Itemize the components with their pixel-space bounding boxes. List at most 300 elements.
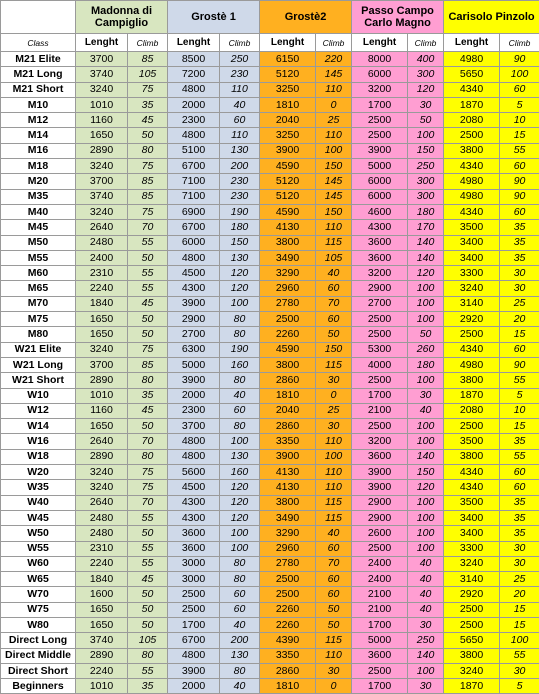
groste2-climb-cell: 150	[316, 159, 352, 174]
passo-length-cell: 1700	[352, 97, 408, 112]
groste2-length-cell: 2780	[260, 296, 316, 311]
table-row	[1, 312, 539, 327]
madonna-length-cell: 3240	[76, 82, 128, 97]
carisolo-climb-cell: 25	[500, 572, 539, 587]
groste2-length-cell: 4390	[260, 633, 316, 648]
groste1-length-cell: 4800	[168, 449, 220, 464]
passo-climb-cell: 140	[408, 648, 444, 663]
carisolo-length-cell: 3500	[444, 434, 500, 449]
madonna-climb-cell: 35	[128, 97, 168, 112]
groste1-length-cell: 4500	[168, 480, 220, 495]
class-name-cell: M45	[1, 220, 76, 235]
madonna-climb-cell: 50	[128, 419, 168, 434]
madonna-length-cell: 3700	[76, 174, 128, 189]
groste2-climb-cell: 60	[316, 541, 352, 556]
groste2-length-cell: 4590	[260, 204, 316, 219]
passo-climb-cell: 100	[408, 312, 444, 327]
groste2-length-cell: 5120	[260, 67, 316, 82]
passo-length-cell: 5300	[352, 342, 408, 357]
groste2-climb-cell: 110	[316, 220, 352, 235]
climb-header: Climb	[316, 34, 352, 52]
groste2-climb-cell: 30	[316, 663, 352, 678]
groste2-climb-cell: 150	[316, 342, 352, 357]
groste1-climb-cell: 160	[220, 357, 260, 372]
groste2-climb-cell: 110	[316, 434, 352, 449]
class-name-cell: Beginners	[1, 679, 76, 694]
table-row	[1, 159, 539, 174]
madonna-climb-cell: 45	[128, 296, 168, 311]
carisolo-length-cell: 5650	[444, 67, 500, 82]
madonna-length-cell: 2480	[76, 510, 128, 525]
carisolo-climb-cell: 100	[500, 67, 539, 82]
groste2-length-cell: 4590	[260, 159, 316, 174]
corner-cell	[1, 1, 76, 34]
groste1-climb-cell: 230	[220, 174, 260, 189]
class-name-cell: Direct Middle	[1, 648, 76, 663]
groste1-length-cell: 4300	[168, 510, 220, 525]
carisolo-climb-cell: 10	[500, 113, 539, 128]
groste1-climb-cell: 60	[220, 602, 260, 617]
groste1-length-cell: 3900	[168, 373, 220, 388]
carisolo-length-cell: 2080	[444, 113, 500, 128]
madonna-climb-cell: 45	[128, 403, 168, 418]
carisolo-length-cell: 1870	[444, 679, 500, 694]
madonna-length-cell: 2310	[76, 266, 128, 281]
venue-header-passo: Passo Campo Carlo Magno	[352, 1, 444, 34]
carisolo-climb-cell: 5	[500, 97, 539, 112]
madonna-length-cell: 2890	[76, 373, 128, 388]
table-row	[1, 204, 539, 219]
passo-length-cell: 4600	[352, 204, 408, 219]
carisolo-length-cell: 4340	[444, 159, 500, 174]
groste2-length-cell: 2500	[260, 587, 316, 602]
groste1-climb-cell: 80	[220, 419, 260, 434]
table-row	[1, 510, 539, 525]
madonna-climb-cell: 105	[128, 633, 168, 648]
class-name-cell: M20	[1, 174, 76, 189]
groste1-length-cell: 2000	[168, 97, 220, 112]
groste2-length-cell: 4130	[260, 220, 316, 235]
table-row	[1, 419, 539, 434]
passo-length-cell: 2500	[352, 128, 408, 143]
carisolo-climb-cell: 90	[500, 174, 539, 189]
groste2-length-cell: 3490	[260, 250, 316, 265]
madonna-climb-cell: 85	[128, 174, 168, 189]
passo-length-cell: 2900	[352, 281, 408, 296]
passo-climb-cell: 260	[408, 342, 444, 357]
carisolo-climb-cell: 60	[500, 465, 539, 480]
passo-length-cell: 2100	[352, 602, 408, 617]
table-row	[1, 220, 539, 235]
table-row	[1, 327, 539, 342]
table-row	[1, 541, 539, 556]
class-name-cell: W21 Elite	[1, 342, 76, 357]
table-row	[1, 633, 539, 648]
class-name-cell: W12	[1, 403, 76, 418]
groste1-climb-cell: 120	[220, 510, 260, 525]
passo-climb-cell: 150	[408, 143, 444, 158]
groste2-climb-cell: 110	[316, 128, 352, 143]
table-row	[1, 357, 539, 372]
groste1-length-cell: 6900	[168, 204, 220, 219]
carisolo-climb-cell: 60	[500, 204, 539, 219]
class-name-cell: M35	[1, 189, 76, 204]
carisolo-length-cell: 3800	[444, 449, 500, 464]
madonna-climb-cell: 35	[128, 679, 168, 694]
groste1-length-cell: 6300	[168, 342, 220, 357]
groste1-length-cell: 5600	[168, 465, 220, 480]
carisolo-climb-cell: 35	[500, 510, 539, 525]
madonna-length-cell: 2640	[76, 495, 128, 510]
passo-climb-cell: 250	[408, 633, 444, 648]
passo-climb-cell: 180	[408, 204, 444, 219]
groste2-climb-cell: 30	[316, 373, 352, 388]
passo-length-cell: 3600	[352, 250, 408, 265]
groste2-length-cell: 2780	[260, 556, 316, 571]
groste2-length-cell: 3800	[260, 357, 316, 372]
passo-length-cell: 2600	[352, 526, 408, 541]
madonna-climb-cell: 50	[128, 602, 168, 617]
carisolo-length-cell: 3300	[444, 541, 500, 556]
groste2-climb-cell: 50	[316, 617, 352, 632]
carisolo-length-cell: 3800	[444, 648, 500, 663]
carisolo-climb-cell: 15	[500, 327, 539, 342]
madonna-climb-cell: 75	[128, 82, 168, 97]
carisolo-length-cell: 3500	[444, 495, 500, 510]
table-row	[1, 250, 539, 265]
groste1-length-cell: 7200	[168, 67, 220, 82]
groste2-length-cell: 2040	[260, 403, 316, 418]
groste2-length-cell: 5120	[260, 174, 316, 189]
passo-climb-cell: 100	[408, 663, 444, 678]
groste1-climb-cell: 120	[220, 281, 260, 296]
table-row	[1, 373, 539, 388]
table-row	[1, 572, 539, 587]
groste2-climb-cell: 110	[316, 648, 352, 663]
venue-header-madonna: Madonna di Campiglio	[76, 1, 168, 34]
groste1-length-cell: 4800	[168, 128, 220, 143]
carisolo-climb-cell: 20	[500, 587, 539, 602]
class-name-cell: M55	[1, 250, 76, 265]
passo-length-cell: 2500	[352, 327, 408, 342]
groste1-length-cell: 3000	[168, 572, 220, 587]
passo-climb-cell: 100	[408, 495, 444, 510]
madonna-length-cell: 2400	[76, 250, 128, 265]
passo-climb-cell: 40	[408, 403, 444, 418]
groste2-length-cell: 3290	[260, 266, 316, 281]
groste2-length-cell: 2260	[260, 327, 316, 342]
groste1-length-cell: 3000	[168, 556, 220, 571]
carisolo-climb-cell: 20	[500, 312, 539, 327]
groste1-length-cell: 4800	[168, 82, 220, 97]
madonna-climb-cell: 50	[128, 617, 168, 632]
groste2-length-cell: 3800	[260, 235, 316, 250]
carisolo-climb-cell: 90	[500, 357, 539, 372]
madonna-climb-cell: 80	[128, 143, 168, 158]
passo-climb-cell: 100	[408, 419, 444, 434]
table-row	[1, 556, 539, 571]
groste1-climb-cell: 80	[220, 663, 260, 678]
class-name-cell: Direct Short	[1, 663, 76, 678]
groste1-climb-cell: 200	[220, 633, 260, 648]
groste2-climb-cell: 115	[316, 510, 352, 525]
passo-length-cell: 3600	[352, 235, 408, 250]
table-row	[1, 52, 539, 67]
passo-climb-cell: 140	[408, 235, 444, 250]
passo-length-cell: 4300	[352, 220, 408, 235]
groste2-length-cell: 3490	[260, 510, 316, 525]
madonna-length-cell: 2480	[76, 235, 128, 250]
madonna-length-cell: 1010	[76, 679, 128, 694]
passo-climb-cell: 100	[408, 373, 444, 388]
groste1-climb-cell: 230	[220, 67, 260, 82]
groste1-climb-cell: 80	[220, 312, 260, 327]
carisolo-length-cell: 3240	[444, 281, 500, 296]
carisolo-length-cell: 2500	[444, 419, 500, 434]
carisolo-climb-cell: 60	[500, 342, 539, 357]
carisolo-length-cell: 1870	[444, 97, 500, 112]
madonna-climb-cell: 85	[128, 52, 168, 67]
groste1-climb-cell: 40	[220, 617, 260, 632]
madonna-length-cell: 3700	[76, 52, 128, 67]
madonna-climb-cell: 75	[128, 204, 168, 219]
passo-length-cell: 3600	[352, 648, 408, 663]
groste1-climb-cell: 60	[220, 587, 260, 602]
groste1-length-cell: 1700	[168, 617, 220, 632]
groste1-length-cell: 3900	[168, 663, 220, 678]
passo-climb-cell: 100	[408, 128, 444, 143]
passo-length-cell: 1700	[352, 617, 408, 632]
passo-length-cell: 2500	[352, 419, 408, 434]
passo-length-cell: 6000	[352, 189, 408, 204]
groste1-climb-cell: 100	[220, 541, 260, 556]
table-row	[1, 235, 539, 250]
table-row	[1, 174, 539, 189]
passo-length-cell: 2100	[352, 403, 408, 418]
groste2-climb-cell: 115	[316, 633, 352, 648]
class-name-cell: M12	[1, 113, 76, 128]
madonna-climb-cell: 55	[128, 266, 168, 281]
groste2-length-cell: 3350	[260, 434, 316, 449]
table-row	[1, 526, 539, 541]
groste2-length-cell: 2500	[260, 572, 316, 587]
class-name-cell: W18	[1, 449, 76, 464]
groste1-length-cell: 2500	[168, 602, 220, 617]
table-row	[1, 648, 539, 663]
groste2-climb-cell: 70	[316, 296, 352, 311]
passo-climb-cell: 150	[408, 465, 444, 480]
passo-length-cell: 5000	[352, 633, 408, 648]
carisolo-climb-cell: 100	[500, 633, 539, 648]
groste1-climb-cell: 60	[220, 113, 260, 128]
groste1-length-cell: 4800	[168, 648, 220, 663]
madonna-climb-cell: 50	[128, 312, 168, 327]
passo-length-cell: 3900	[352, 480, 408, 495]
groste1-length-cell: 6700	[168, 159, 220, 174]
groste2-climb-cell: 25	[316, 403, 352, 418]
passo-climb-cell: 120	[408, 480, 444, 495]
madonna-length-cell: 3240	[76, 480, 128, 495]
table-row	[1, 495, 539, 510]
carisolo-climb-cell: 55	[500, 373, 539, 388]
carisolo-length-cell: 4980	[444, 189, 500, 204]
table-row	[1, 465, 539, 480]
class-name-cell: M14	[1, 128, 76, 143]
climb-header: Climb	[408, 34, 444, 52]
venue-header-carisolo: Carisolo Pinzolo	[444, 1, 539, 34]
passo-length-cell: 2500	[352, 113, 408, 128]
passo-length-cell: 3900	[352, 143, 408, 158]
passo-length-cell: 2500	[352, 312, 408, 327]
passo-length-cell: 3200	[352, 434, 408, 449]
groste2-climb-cell: 100	[316, 449, 352, 464]
groste2-climb-cell: 60	[316, 572, 352, 587]
madonna-length-cell: 1160	[76, 113, 128, 128]
passo-length-cell: 6000	[352, 67, 408, 82]
passo-climb-cell: 140	[408, 449, 444, 464]
madonna-length-cell: 1600	[76, 587, 128, 602]
groste2-length-cell: 2960	[260, 541, 316, 556]
passo-climb-cell: 300	[408, 189, 444, 204]
groste1-climb-cell: 100	[220, 526, 260, 541]
groste1-length-cell: 3600	[168, 541, 220, 556]
groste1-climb-cell: 190	[220, 204, 260, 219]
class-name-cell: M21 Long	[1, 67, 76, 82]
groste1-climb-cell: 40	[220, 388, 260, 403]
class-name-cell: W40	[1, 495, 76, 510]
table-row	[1, 128, 539, 143]
carisolo-climb-cell: 25	[500, 296, 539, 311]
class-name-cell: W35	[1, 480, 76, 495]
passo-climb-cell: 40	[408, 602, 444, 617]
class-name-cell: M21 Short	[1, 82, 76, 97]
carisolo-climb-cell: 35	[500, 495, 539, 510]
madonna-length-cell: 1010	[76, 388, 128, 403]
table-row	[1, 97, 539, 112]
class-name-cell: W65	[1, 572, 76, 587]
groste1-length-cell: 5000	[168, 357, 220, 372]
table-row	[1, 617, 539, 632]
madonna-length-cell: 1650	[76, 617, 128, 632]
passo-length-cell: 5000	[352, 159, 408, 174]
carisolo-length-cell: 2500	[444, 602, 500, 617]
length-header: Lenght	[352, 34, 408, 52]
table-row	[1, 434, 539, 449]
madonna-length-cell: 2240	[76, 663, 128, 678]
carisolo-length-cell: 4980	[444, 52, 500, 67]
passo-length-cell: 3600	[352, 449, 408, 464]
groste2-climb-cell: 40	[316, 266, 352, 281]
groste1-climb-cell: 130	[220, 143, 260, 158]
climb-header: Climb	[220, 34, 260, 52]
madonna-length-cell: 3240	[76, 204, 128, 219]
madonna-climb-cell: 50	[128, 327, 168, 342]
groste2-length-cell: 2860	[260, 419, 316, 434]
table-row	[1, 189, 539, 204]
table-row	[1, 449, 539, 464]
passo-climb-cell: 100	[408, 526, 444, 541]
passo-climb-cell: 40	[408, 587, 444, 602]
class-name-cell: W80	[1, 617, 76, 632]
madonna-climb-cell: 50	[128, 526, 168, 541]
madonna-climb-cell: 55	[128, 281, 168, 296]
groste2-length-cell: 4590	[260, 342, 316, 357]
groste2-climb-cell: 0	[316, 679, 352, 694]
groste2-length-cell: 3800	[260, 495, 316, 510]
groste1-length-cell: 7100	[168, 174, 220, 189]
madonna-length-cell: 1650	[76, 327, 128, 342]
passo-climb-cell: 100	[408, 510, 444, 525]
length-header: Lenght	[168, 34, 220, 52]
passo-length-cell: 1700	[352, 679, 408, 694]
groste2-climb-cell: 145	[316, 189, 352, 204]
madonna-climb-cell: 55	[128, 235, 168, 250]
madonna-length-cell: 3740	[76, 189, 128, 204]
class-name-cell: M40	[1, 204, 76, 219]
groste2-climb-cell: 40	[316, 526, 352, 541]
groste1-climb-cell: 110	[220, 128, 260, 143]
groste1-climb-cell: 40	[220, 97, 260, 112]
carisolo-climb-cell: 55	[500, 449, 539, 464]
carisolo-climb-cell: 15	[500, 419, 539, 434]
passo-length-cell: 2500	[352, 373, 408, 388]
passo-climb-cell: 40	[408, 556, 444, 571]
carisolo-climb-cell: 30	[500, 281, 539, 296]
class-name-cell: W60	[1, 556, 76, 571]
madonna-climb-cell: 50	[128, 128, 168, 143]
class-name-cell: W21 Long	[1, 357, 76, 372]
passo-climb-cell: 120	[408, 82, 444, 97]
passo-length-cell: 2500	[352, 663, 408, 678]
carisolo-climb-cell: 60	[500, 480, 539, 495]
carisolo-length-cell: 2500	[444, 617, 500, 632]
groste1-climb-cell: 200	[220, 159, 260, 174]
passo-length-cell: 2400	[352, 556, 408, 571]
groste1-length-cell: 8500	[168, 52, 220, 67]
class-name-cell: W14	[1, 419, 76, 434]
venue-header-groste2: Grostè2	[260, 1, 352, 34]
madonna-climb-cell: 80	[128, 449, 168, 464]
groste1-climb-cell: 80	[220, 327, 260, 342]
passo-length-cell: 2500	[352, 541, 408, 556]
column-header-row	[1, 34, 539, 52]
carisolo-climb-cell: 35	[500, 526, 539, 541]
passo-length-cell: 8000	[352, 52, 408, 67]
madonna-length-cell: 2890	[76, 648, 128, 663]
madonna-length-cell: 3700	[76, 357, 128, 372]
carisolo-length-cell: 4340	[444, 480, 500, 495]
groste2-climb-cell: 145	[316, 174, 352, 189]
carisolo-climb-cell: 30	[500, 541, 539, 556]
madonna-climb-cell: 80	[128, 648, 168, 663]
carisolo-length-cell: 4340	[444, 204, 500, 219]
class-name-cell: M60	[1, 266, 76, 281]
carisolo-climb-cell: 55	[500, 143, 539, 158]
passo-length-cell: 4000	[352, 357, 408, 372]
class-name-cell: M80	[1, 327, 76, 342]
class-name-cell: M75	[1, 312, 76, 327]
table-row	[1, 266, 539, 281]
carisolo-climb-cell: 35	[500, 235, 539, 250]
groste2-length-cell: 3250	[260, 82, 316, 97]
groste1-length-cell: 4500	[168, 266, 220, 281]
groste1-length-cell: 5100	[168, 143, 220, 158]
carisolo-climb-cell: 30	[500, 663, 539, 678]
madonna-climb-cell: 55	[128, 556, 168, 571]
madonna-length-cell: 1650	[76, 312, 128, 327]
madonna-climb-cell: 80	[128, 373, 168, 388]
carisolo-climb-cell: 10	[500, 403, 539, 418]
